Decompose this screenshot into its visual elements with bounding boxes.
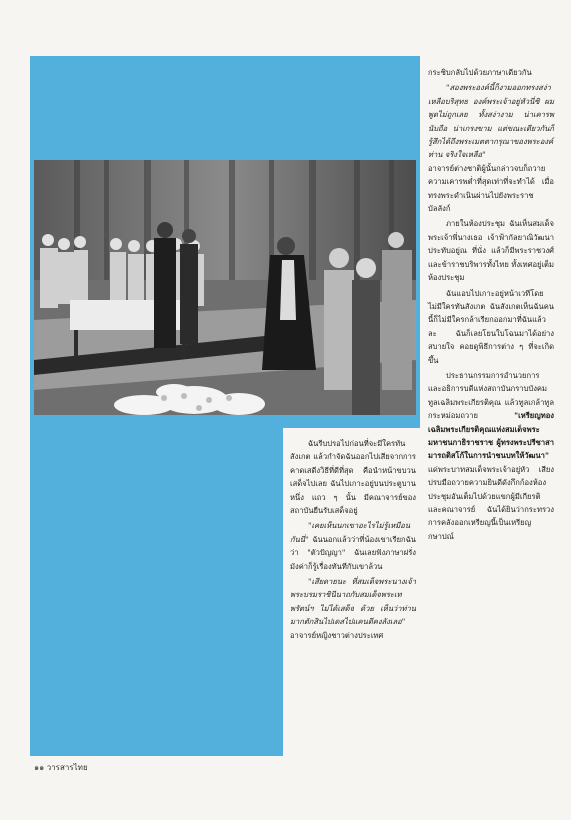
- page-footer: ๑๑ วารสารไทย: [34, 763, 88, 772]
- paragraph-text: ประธานกรรมการอำนวยการ และอธิการบดีแห่งสถาบันกราบบังคมทูลเฉลิมพระเกียรติคุณ แล้วทูลเกล้าทูลกระหม่อมถวาย: [428, 370, 554, 421]
- ceremony-photo: [34, 160, 416, 415]
- ceremony-photo-drawing: [34, 160, 416, 415]
- paragraph: ฉันรีบปรอไปก่อนที่จะมีใครทันสังเกต แล้วกำจัดฉันออกไปเสียจากการคาดเสดีงวิธีที่ดีที่สุด คือนำหน้าขบวนเสด็จไปเลย ฉันไปเกาะอยู่บนประตูบานหนึ่ง แถว ๆ นั้น มีคณาจารย์ของสถาบันยืนรับเสด็จอยู่: [290, 439, 416, 516]
- right-text-column: [428, 66, 554, 543]
- paragraph: อาจารย์ต่างชาติผู้นั้นกล่าวจบก็ถวายความเคารพต่ำที่สุดเท่าที่จะทำได้ เมื่อทรงพระดำเนินผ่านไปยังพระราชบัลลังก์: [428, 163, 554, 214]
- paragraph: ภายในห้องประชุม ฉันเห็นสมเด็จพระเจ้าพี่นางเธอ เจ้าฟ้ากัลยาณิวัฒนา ประทับอยู่ณ ที่นั่ง แล้วก็มีพระราชวงศ์และข้าราชบริพารทั้งไทย ทั้งเทศอยู่เต็มห้องประชุม: [428, 219, 554, 283]
- middle-text-column: [290, 437, 416, 642]
- quote-text: "เคยเห็นนกเขาอะไรไม่รู้เหมือนกันนี่": [290, 521, 411, 544]
- paragraph: อาจารย์หญิงชาวต่างประเทศ: [290, 630, 384, 640]
- paragraph-text: แด่พระบาทสมเด็จพระเจ้าอยู่หัว เสียงปรบมือถวายความยินดีดังกึกก้องห้องประชุมอันเต็มไปด้วยแขกผู้มีเกียรติและคณาจารย์ ฉันได้ยินว่ากระทรวงการคลังออกเหรียญนี้เป็นเหรียญกษาปณ์: [428, 464, 554, 541]
- paragraph: ฉันแอบไปเกาะอยู่หน้าเวทีโดยไม่มีใครทันสังเกต ฉันสังเกตเห็นฉันคนนี้ก็ไม่มีใครกล้าเรียกออกมาที่ฉันแล้วละ ฉันก็เลยโยนใบโฉนมาได้อย่างสบายใจ คอยดูพิธีการต่าง ๆ ที่จะเกิดขึ้น: [428, 288, 554, 365]
- paragraph: [290, 519, 416, 573]
- bold-medal-name: "เหรียญทองเฉลิมพระเกียรติคุณแห่งสมเด็จพระมหาชนกาธิราชราช ผู้ทรงพระปรีชาสามารถดิสโก้ในการนำชนบทให้วัฒนา": [428, 411, 554, 461]
- quote-paragraph: "สองพระองค์นี้ก็งามออกทรงสง่า เหลือบริสุทธ องค์พระเจ้าอยู่หัวนี่ซิ ผมพูดไม่ถูกเลย ทั้งสง่างาม น่าเคารพนับถือ น่าเกรงขาม แต่ขณะเดียวกันก็รู้สึกได้ถึงพระเมตตากรุณาของพระองค์ท่าน จริงใจเหลือ": [428, 83, 554, 160]
- paragraph: [428, 369, 554, 543]
- paragraph: กระซิบกลับไปด้วยภาษาเดียวกัน: [428, 68, 532, 77]
- paragraph-text: ฉันนอกแล้วว่าที่น้องเขาเรียกฉันว่า "ตัวปัญญา" ฉันเลยฟังภาษาฝรั่งมังค่าก็รู้เรื่องทันทีกับเขาล้วน: [290, 534, 416, 571]
- quote-paragraph: "เสียดายนะ ที่สมเด็จพระนางเจ้า พระบรมราชินีนาถกับสมเด็จพระเทพรัตน์ฯ ไม่ได้เสด็จ ด้วย เห็นว่าท่านมากตักสินไปเดสไปแคนดีคงลังเลอ": [290, 577, 416, 627]
